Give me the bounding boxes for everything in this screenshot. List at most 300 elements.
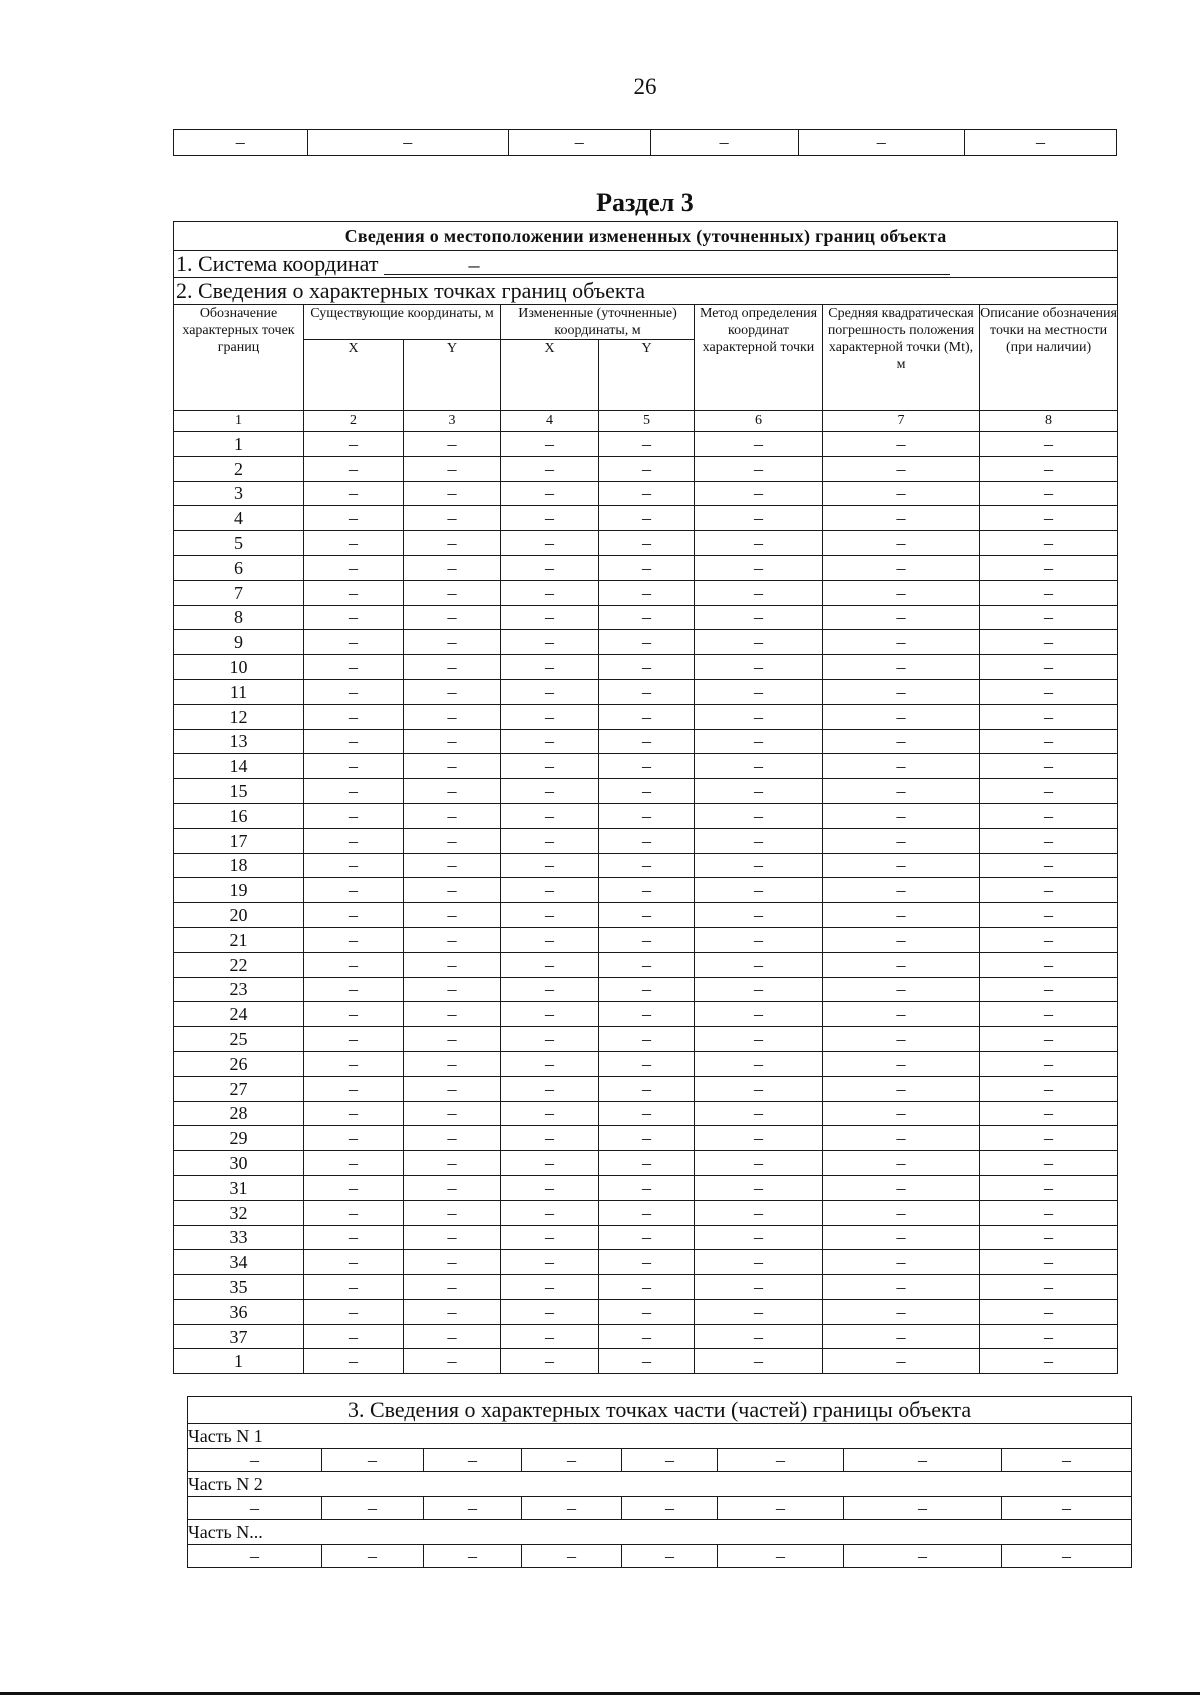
table-cell: – — [622, 1449, 718, 1472]
header-designation: Обозначение характерных точек границ — [174, 305, 304, 411]
table-cell: – — [980, 679, 1118, 704]
point-number: 4 — [174, 506, 304, 531]
table-row — [174, 605, 1118, 630]
table-cell: – — [404, 1151, 501, 1176]
table-cell: – — [695, 679, 823, 704]
point-number: 20 — [174, 903, 304, 928]
table-cell: – — [501, 1200, 599, 1225]
coord-system-value: – — [384, 254, 564, 275]
table-row — [174, 803, 1118, 828]
table-cell: – — [650, 130, 798, 156]
table-cell: – — [980, 481, 1118, 506]
table-cell: – — [823, 432, 980, 457]
table-cell: – — [823, 1126, 980, 1151]
point-number: 5 — [174, 531, 304, 556]
table-cell: – — [404, 1027, 501, 1052]
table-cell: – — [304, 1324, 404, 1349]
table-cell: – — [304, 977, 404, 1002]
table-cell: – — [599, 1275, 695, 1300]
part-label-row — [188, 1520, 1132, 1545]
table-row — [174, 580, 1118, 605]
table-cell: – — [823, 903, 980, 928]
table-cell: – — [823, 1101, 980, 1126]
table-cell: – — [695, 1151, 823, 1176]
point-number: 25 — [174, 1027, 304, 1052]
column-number: 6 — [695, 411, 823, 432]
table-cell: – — [501, 1101, 599, 1126]
table-cell: – — [404, 1299, 501, 1324]
point-number: 3 — [174, 481, 304, 506]
table-cell: – — [304, 1349, 404, 1374]
table-cell: – — [695, 432, 823, 457]
section-title: Раздел 3 — [596, 188, 694, 217]
table-cell: – — [304, 1225, 404, 1250]
point-number: 15 — [174, 779, 304, 804]
table-row — [174, 630, 1118, 655]
table-cell: – — [404, 555, 501, 580]
table-cell: – — [980, 1076, 1118, 1101]
table-cell: – — [695, 853, 823, 878]
table-cell: – — [980, 531, 1118, 556]
table-cell: – — [501, 1349, 599, 1374]
table-cell: – — [304, 1175, 404, 1200]
table-cell: – — [599, 679, 695, 704]
table-cell: – — [695, 481, 823, 506]
table-cell: – — [304, 580, 404, 605]
table-cell: – — [980, 1225, 1118, 1250]
table-cell: – — [304, 555, 404, 580]
column-number: 7 — [823, 411, 980, 432]
table-cell: – — [1002, 1497, 1132, 1520]
table-cell: – — [501, 432, 599, 457]
table-cell: – — [980, 729, 1118, 754]
table-cell: – — [599, 432, 695, 457]
table-cell: – — [404, 1250, 501, 1275]
points-body — [174, 432, 1118, 1374]
table-row — [174, 1002, 1118, 1027]
table-cell: – — [404, 456, 501, 481]
table-cell: – — [622, 1545, 718, 1568]
table-cell: – — [823, 655, 980, 680]
header-x: X — [501, 340, 599, 411]
table-cell: – — [501, 456, 599, 481]
column-number: 2 — [304, 411, 404, 432]
point-number: 2 — [174, 456, 304, 481]
table-cell: – — [404, 605, 501, 630]
table-cell: – — [501, 903, 599, 928]
table-cell: – — [823, 1051, 980, 1076]
table-cell: – — [599, 903, 695, 928]
table-cell: – — [304, 1002, 404, 1027]
table-cell: – — [404, 506, 501, 531]
table-cell: – — [823, 456, 980, 481]
table-row — [174, 1225, 1118, 1250]
table-cell: – — [501, 1225, 599, 1250]
table-row — [174, 1151, 1118, 1176]
table-cell: – — [304, 828, 404, 853]
table-cell: – — [980, 853, 1118, 878]
table-row — [174, 952, 1118, 977]
table-cell: – — [823, 679, 980, 704]
table-cell: – — [695, 1126, 823, 1151]
table-row — [188, 1497, 1132, 1520]
table-row — [174, 853, 1118, 878]
table-cell: – — [599, 655, 695, 680]
table-row — [174, 977, 1118, 1002]
table-cell: – — [501, 952, 599, 977]
point-number: 31 — [174, 1175, 304, 1200]
table-cell: – — [501, 927, 599, 952]
table-cell: – — [695, 977, 823, 1002]
table-cell: – — [424, 1545, 522, 1568]
table-cell: – — [599, 456, 695, 481]
table-cell: – — [304, 779, 404, 804]
table-cell: – — [404, 903, 501, 928]
table-cell: – — [174, 130, 308, 156]
table-cell: – — [599, 605, 695, 630]
table-row — [174, 779, 1118, 804]
table-cell: – — [798, 130, 964, 156]
point-number: 29 — [174, 1126, 304, 1151]
table-cell: – — [404, 1076, 501, 1101]
header-changed: Измененные (уточненные) координаты, м — [501, 305, 695, 340]
point-number: 16 — [174, 803, 304, 828]
table-cell: – — [695, 655, 823, 680]
table-cell: – — [599, 729, 695, 754]
point-number: 23 — [174, 977, 304, 1002]
table-cell: – — [695, 1250, 823, 1275]
table-cell: – — [599, 1027, 695, 1052]
table-cell: – — [695, 952, 823, 977]
table-cell: – — [599, 704, 695, 729]
table-cell: – — [304, 729, 404, 754]
table-row — [174, 754, 1118, 779]
table-cell: – — [695, 1299, 823, 1324]
table-cell: – — [501, 1126, 599, 1151]
point-number: 35 — [174, 1275, 304, 1300]
table-cell: – — [188, 1545, 322, 1568]
table-cell: – — [404, 828, 501, 853]
table-cell: – — [404, 630, 501, 655]
part-label: Часть N 2 — [188, 1472, 1132, 1497]
table-cell: – — [695, 828, 823, 853]
table-cell: – — [695, 1275, 823, 1300]
table-cell: – — [304, 1299, 404, 1324]
table-cell: – — [404, 655, 501, 680]
table-cell: – — [599, 555, 695, 580]
point-number: 26 — [174, 1051, 304, 1076]
table-cell: – — [823, 1200, 980, 1225]
table-cell: – — [823, 1175, 980, 1200]
table-cell: – — [404, 754, 501, 779]
table-cell: – — [823, 1250, 980, 1275]
table-row — [174, 555, 1118, 580]
table-cell: – — [1002, 1545, 1132, 1568]
table-cell: – — [404, 927, 501, 952]
table-cell: – — [695, 704, 823, 729]
table-cell: – — [980, 1324, 1118, 1349]
table-cell: – — [695, 803, 823, 828]
table-cell: – — [322, 1545, 424, 1568]
table-cell: – — [599, 1324, 695, 1349]
point-number: 32 — [174, 1200, 304, 1225]
table-cell: – — [501, 1002, 599, 1027]
underline — [560, 254, 950, 275]
point-number: 10 — [174, 655, 304, 680]
table-cell: – — [980, 1101, 1118, 1126]
table-row — [174, 1051, 1118, 1076]
table-row — [174, 481, 1118, 506]
table-row — [174, 1027, 1118, 1052]
table-row — [174, 655, 1118, 680]
point-number: 18 — [174, 853, 304, 878]
table-cell: – — [599, 952, 695, 977]
table-cell: – — [695, 779, 823, 804]
table-cell: – — [304, 754, 404, 779]
table-row — [174, 506, 1118, 531]
header-error: Средняя квадратическая погрешность положения характерной точки (Mt), м — [823, 305, 980, 411]
table-cell: – — [695, 1051, 823, 1076]
table-cell: – — [304, 605, 404, 630]
table-cell: – — [823, 1002, 980, 1027]
table-cell: – — [304, 506, 404, 531]
table-cell: – — [304, 853, 404, 878]
point-number: 28 — [174, 1101, 304, 1126]
table-cell: – — [823, 531, 980, 556]
table-cell: – — [695, 555, 823, 580]
table-cell: – — [599, 481, 695, 506]
table-cell: – — [823, 1275, 980, 1300]
table-cell: – — [322, 1497, 424, 1520]
table-cell: – — [304, 456, 404, 481]
table-cell: – — [599, 1002, 695, 1027]
table-cell: – — [501, 1151, 599, 1176]
table-cell: – — [304, 1151, 404, 1176]
column-number: 8 — [980, 411, 1118, 432]
table-row — [174, 1101, 1118, 1126]
table-cell: – — [501, 1027, 599, 1052]
table-cell: – — [695, 605, 823, 630]
table-cell: – — [695, 754, 823, 779]
column-number: 1 — [174, 411, 304, 432]
table-cell: – — [424, 1449, 522, 1472]
table-cell: – — [599, 1200, 695, 1225]
point-number: 30 — [174, 1151, 304, 1176]
table-cell: – — [501, 481, 599, 506]
table-cell: – — [599, 977, 695, 1002]
table-cell: – — [695, 1076, 823, 1101]
table-cell: – — [823, 605, 980, 630]
table-cell: – — [404, 580, 501, 605]
table-cell: – — [823, 803, 980, 828]
table-cell: – — [823, 630, 980, 655]
table-cell: – — [599, 1076, 695, 1101]
table-cell: – — [980, 977, 1118, 1002]
table-cell: – — [980, 1200, 1118, 1225]
table-cell: – — [980, 630, 1118, 655]
point-number: 34 — [174, 1250, 304, 1275]
table-cell: – — [304, 1027, 404, 1052]
table-cell: – — [980, 1250, 1118, 1275]
table-row — [174, 1126, 1118, 1151]
table-cell: – — [501, 605, 599, 630]
table-cell: – — [980, 1175, 1118, 1200]
table-cell: – — [404, 729, 501, 754]
table-cell: – — [501, 878, 599, 903]
table-cell: – — [980, 779, 1118, 804]
table-row — [174, 1200, 1118, 1225]
page-number: 26 — [633, 74, 657, 99]
table-cell: – — [501, 630, 599, 655]
table-cell: – — [322, 1449, 424, 1472]
table-cell: – — [599, 1151, 695, 1176]
point-number: 6 — [174, 555, 304, 580]
header-y: Y — [404, 340, 501, 411]
part-label-row — [188, 1472, 1132, 1497]
table-cell: – — [980, 1349, 1118, 1374]
table-cell: – — [823, 704, 980, 729]
table-row — [174, 729, 1118, 754]
table-cell: – — [980, 952, 1118, 977]
table-cell: – — [508, 130, 650, 156]
table-row — [174, 927, 1118, 952]
table-cell: – — [599, 580, 695, 605]
table-row — [174, 1349, 1118, 1374]
table-cell: – — [599, 779, 695, 804]
table-cell: – — [599, 1175, 695, 1200]
table-cell: – — [304, 803, 404, 828]
table-cell: – — [304, 432, 404, 457]
table-cell: – — [599, 1101, 695, 1126]
bottom-rule — [0, 1692, 1200, 1695]
table-cell: – — [304, 1101, 404, 1126]
part-label: Часть N 1 — [188, 1424, 1132, 1449]
table-cell: – — [304, 1076, 404, 1101]
table-cell: – — [404, 481, 501, 506]
table-cell: – — [501, 1051, 599, 1076]
table-row — [174, 1299, 1118, 1324]
table-row — [174, 1250, 1118, 1275]
table-cell: – — [404, 1349, 501, 1374]
table-cell: – — [501, 704, 599, 729]
table-cell: – — [404, 1225, 501, 1250]
table-cell: – — [501, 1175, 599, 1200]
table-cell: – — [501, 580, 599, 605]
table-cell: – — [980, 555, 1118, 580]
table-cell: – — [304, 655, 404, 680]
table-cell: – — [501, 977, 599, 1002]
point-number: 17 — [174, 828, 304, 853]
table-cell: – — [823, 1349, 980, 1374]
table-cell: – — [823, 952, 980, 977]
table-row — [188, 1545, 1132, 1568]
header-method: Метод определения координат характерной точки — [695, 305, 823, 411]
table-cell: – — [823, 853, 980, 878]
points-heading: 2. Сведения о характерных точках границ объекта — [174, 278, 1118, 305]
table-cell: – — [599, 878, 695, 903]
table-cell: – — [980, 927, 1118, 952]
table-cell: – — [695, 456, 823, 481]
table-cell: – — [1002, 1449, 1132, 1472]
table-cell: – — [695, 1002, 823, 1027]
table-cell: – — [695, 531, 823, 556]
table-cell: – — [599, 531, 695, 556]
table-cell: – — [501, 803, 599, 828]
table-cell: – — [404, 853, 501, 878]
table-cell: – — [823, 729, 980, 754]
table-row — [174, 1175, 1118, 1200]
table-cell: – — [695, 630, 823, 655]
coord-system-label: 1. Система координат — [176, 251, 379, 276]
table-cell: – — [501, 679, 599, 704]
table-cell: – — [304, 531, 404, 556]
column-number: 5 — [599, 411, 695, 432]
table-cell: – — [980, 903, 1118, 928]
table-cell: – — [844, 1545, 1002, 1568]
table-cell: – — [599, 1126, 695, 1151]
table-cell: – — [304, 1250, 404, 1275]
table-cell: – — [844, 1449, 1002, 1472]
point-number: 12 — [174, 704, 304, 729]
table-row — [174, 531, 1118, 556]
point-number: 37 — [174, 1324, 304, 1349]
table-cell: – — [695, 1349, 823, 1374]
header-existing: Существующие координаты, м — [304, 305, 501, 340]
table-cell: – — [718, 1545, 844, 1568]
table-cell: – — [599, 754, 695, 779]
table-cell: – — [501, 655, 599, 680]
table-cell: – — [695, 1027, 823, 1052]
point-number: 14 — [174, 754, 304, 779]
column-number: 4 — [501, 411, 599, 432]
table-cell: – — [599, 1299, 695, 1324]
table-cell: – — [980, 828, 1118, 853]
point-number: 1 — [174, 1349, 304, 1374]
table-cell: – — [501, 531, 599, 556]
table-cell: – — [823, 1324, 980, 1349]
table-cell: – — [404, 1002, 501, 1027]
table-cell: – — [501, 1275, 599, 1300]
table-cell: – — [599, 1225, 695, 1250]
table-cell: – — [404, 803, 501, 828]
table-cell: – — [304, 952, 404, 977]
table-cell: – — [823, 828, 980, 853]
table-title: Сведения о местоположении измененных (уточненных) границ объекта — [174, 222, 1118, 251]
table-cell: – — [404, 878, 501, 903]
table-row — [174, 704, 1118, 729]
table-cell: – — [522, 1545, 622, 1568]
table-cell: – — [980, 1299, 1118, 1324]
table-row — [174, 1324, 1118, 1349]
table-cell: – — [501, 729, 599, 754]
table-cell: – — [188, 1449, 322, 1472]
table-cell: – — [823, 506, 980, 531]
header-x: X — [304, 340, 404, 411]
table-cell: – — [980, 754, 1118, 779]
table-cell: – — [404, 432, 501, 457]
table-cell: – — [980, 432, 1118, 457]
point-number: 9 — [174, 630, 304, 655]
table-cell: – — [501, 506, 599, 531]
point-number: 33 — [174, 1225, 304, 1250]
table-cell: – — [599, 630, 695, 655]
table-cell: – — [695, 903, 823, 928]
table-cell: – — [501, 1076, 599, 1101]
table-cell: – — [501, 853, 599, 878]
table-cell: – — [980, 1002, 1118, 1027]
header-description: Описание обозначения точки на местности (при наличии) — [980, 305, 1118, 411]
part-label: Часть N... — [188, 1520, 1132, 1545]
